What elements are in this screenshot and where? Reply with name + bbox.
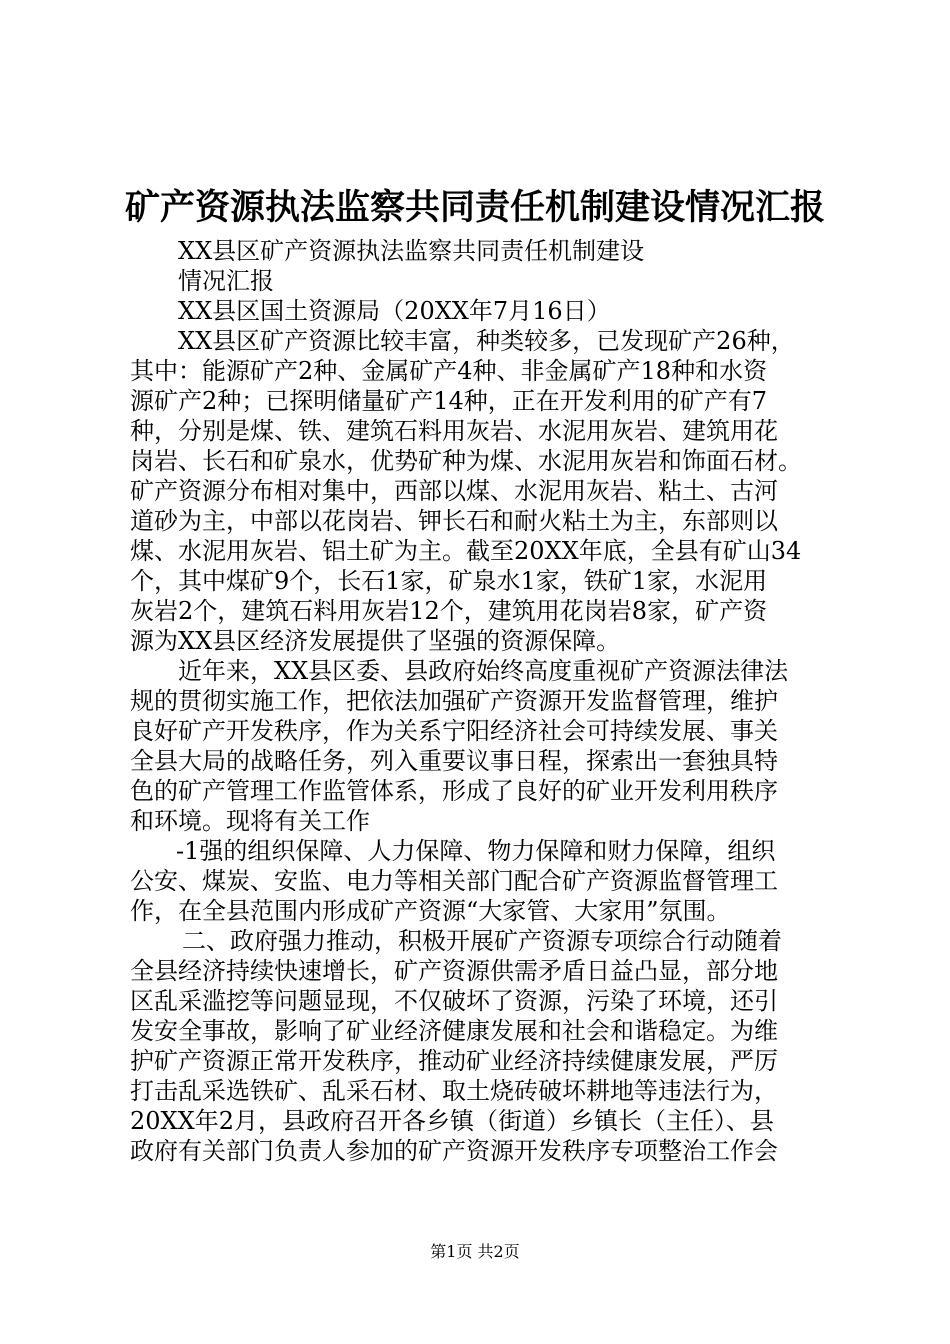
paragraph-4-line-2: 全县经济持续快速增长，矿产资源供需矛盾日益凸显，部分地 [130,957,778,985]
paragraph-2-line-5: 色的矿产管理工作监管体系，形成了良好的矿业开发利用秩序 [130,777,778,805]
document-body [130,236,830,1166]
paragraph-1-line-2: 其中：能源矿产2种、金属矿产4种、非金属矿产18种和水资 [130,357,768,385]
paragraph-3-line-2: 公安、煤炭、安监、电力等相关部门配合矿产资源监督管理工 [130,867,778,895]
paragraph-4-line-3: 区乱采滥挖等问题显现，不仅破坏了资源，污染了环境，还引 [130,987,778,1015]
paragraph-3-line-1: -1强的组织保障、人力保障、物力保障和财力保障，组织 [176,837,776,865]
paragraph-4-line-6: 打击乱采选铁矿、乱采石材、取土烧砖破坏耕地等违法行为， [130,1077,778,1105]
paragraph-4-line-8: 政府有关部门负责人参加的矿产资源开发秩序专项整治工作会 [130,1137,778,1165]
paragraph-1-line-5: 岗岩、长石和矿泉水，优势矿种为煤、水泥用灰岩和饰面石材。 [130,447,802,475]
paragraph-1-line-1: XX县区矿产资源比较丰富，种类较多，已发现矿产26种， [178,327,795,355]
document-title: 矿产资源执法监察共同责任机制建设情况汇报 [124,187,825,228]
page-footer: 第1页 共2页 [430,1242,520,1261]
paragraph-1-line-7: 道砂为主，中部以花岗岩、钾长石和耐火粘土为主，东部则以 [130,507,778,535]
paragraph-1-line-10: 灰岩2个，建筑石料用灰岩12个，建筑用花岗岩8家，矿产资 [130,597,768,625]
subtitle-line-2: 情况汇报 [178,267,274,295]
paragraph-1-line-4: 种，分别是煤、铁、建筑石料用灰岩、水泥用灰岩、建筑用花 [130,417,778,445]
paragraph-2-line-4: 全县大局的战略任务，列入重要议事日程，探索出一套独具特 [130,747,778,775]
paragraph-1-line-9: 个，其中煤矿9个，长石1家，矿泉水1家，铁矿1家，水泥用 [130,567,768,595]
paragraph-4-line-7: 20XX年2月，县政府召开各乡镇（街道）乡镇长（主任）、县 [130,1107,774,1135]
paragraph-1-line-8: 煤、水泥用灰岩、铝土矿为主。截至20XX年底，全县有矿山34 [130,537,802,565]
paragraph-1-line-11: 源为XX县区经济发展提供了坚强的资源保障。 [130,627,621,655]
paragraph-3-line-3: 作，在全县范围内形成矿产资源“大家管、大家用”氛围。 [130,897,731,925]
subtitle-line-1: XX县区矿产资源执法监察共同责任机制建设 [178,237,645,265]
paragraph-2-line-1: 近年来，XX县区委、县政府始终高度重视矿产资源法律法 [178,657,789,685]
paragraph-4-line-1: 二、政府强力推动，积极开展矿产资源专项综合行动随着 [182,927,782,955]
paragraph-4-line-5: 护矿产资源正常开发秩序，推动矿业经济持续健康发展，严厉 [130,1047,778,1075]
paragraph-2-line-2: 规的贯彻实施工作，把依法加强矿产资源开发监督管理，维护 [130,687,778,715]
issuer-line: XX县区国土资源局（20XX年7月16日） [178,297,611,325]
paragraph-1-line-3: 源矿产2种；已探明储量矿产14种，正在开发利用的矿产有7 [130,387,768,415]
paragraph-4-line-4: 发安全事故，影响了矿业经济健康发展和社会和谐稳定。为维 [130,1017,778,1045]
paragraph-2-line-3: 良好矿产开发秩序，作为关系宁阳经济社会可持续发展、事关 [130,717,778,745]
paragraph-1-line-6: 矿产资源分布相对集中，西部以煤、水泥用灰岩、粘土、古河 [130,477,778,505]
paragraph-2-line-6: 和环境。现将有关工作 [130,807,370,835]
